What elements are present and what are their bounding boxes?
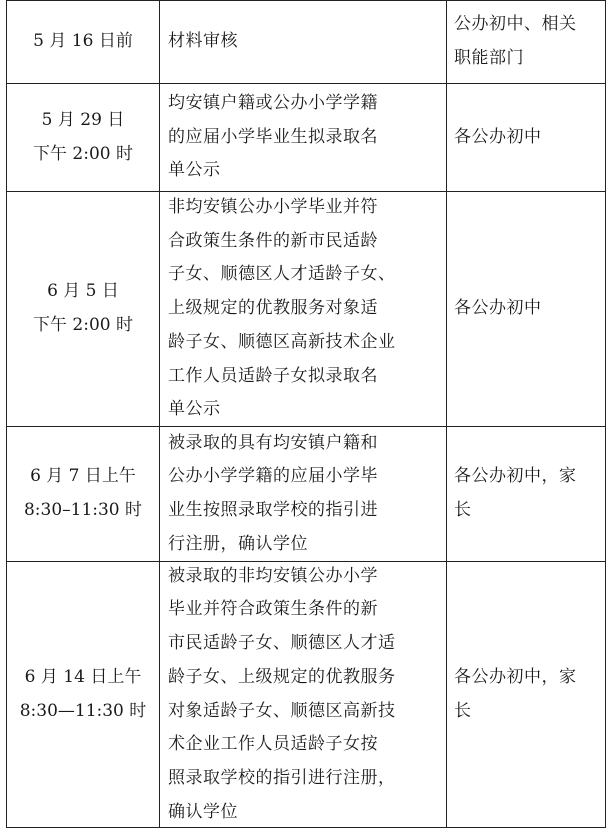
dept-cell: 各公办初中，家 长 — [446, 562, 606, 827]
dept-cell: 各公办初中 — [446, 84, 606, 191]
table-row — [6, 427, 606, 562]
dept-cell: 各公办初中 — [446, 192, 606, 426]
date-cell: 5 月 16 日前 — [6, 1, 159, 83]
content-cell: 均安镇户籍或公办小学学籍 的应届小学毕业生拟录取名 单公示 — [159, 84, 446, 191]
content-cell: 被录取的非均安镇公办小学 毕业并符合政策生条件的新 市民适龄子女、顺德区人才适 龄子女、上级规定的优教服务 对象适龄子女、顺德区高新技 术企业工作人员适龄子女按 照录取学校的指引进行注册， 确认学位 — [159, 562, 446, 827]
dept-cell: 各公办初中，家 长 — [446, 427, 606, 561]
schedule-table — [6, 0, 606, 828]
table-row — [6, 0, 606, 84]
table-row — [6, 562, 606, 828]
table-row — [6, 192, 606, 427]
date-cell: 5 月 29 日 下午 2:00 时 — [6, 84, 159, 191]
date-cell: 6 月 14 日上午 8:30—11:30 时 — [6, 562, 159, 827]
dept-cell: 公办初中、相关 职能部门 — [446, 1, 606, 83]
content-cell: 非均安镇公办小学毕业并符 合政策生条件的新市民适龄 子女、顺德区人才适龄子女、 上级规定的优教服务对象适 龄子女、顺德区高新技术企业 工作人员适龄子女拟录取名 单公示 — [159, 192, 446, 426]
date-cell: 6 月 5 日 下午 2:00 时 — [6, 192, 159, 426]
content-cell: 材料审核 — [159, 1, 446, 83]
date-cell: 6 月 7 日上午 8:30–11:30 时 — [6, 427, 159, 561]
table-row — [6, 84, 606, 192]
content-cell: 被录取的具有均安镇户籍和 公办小学学籍的应届小学毕 业生按照录取学校的指引进 行注册，确认学位 — [159, 427, 446, 561]
